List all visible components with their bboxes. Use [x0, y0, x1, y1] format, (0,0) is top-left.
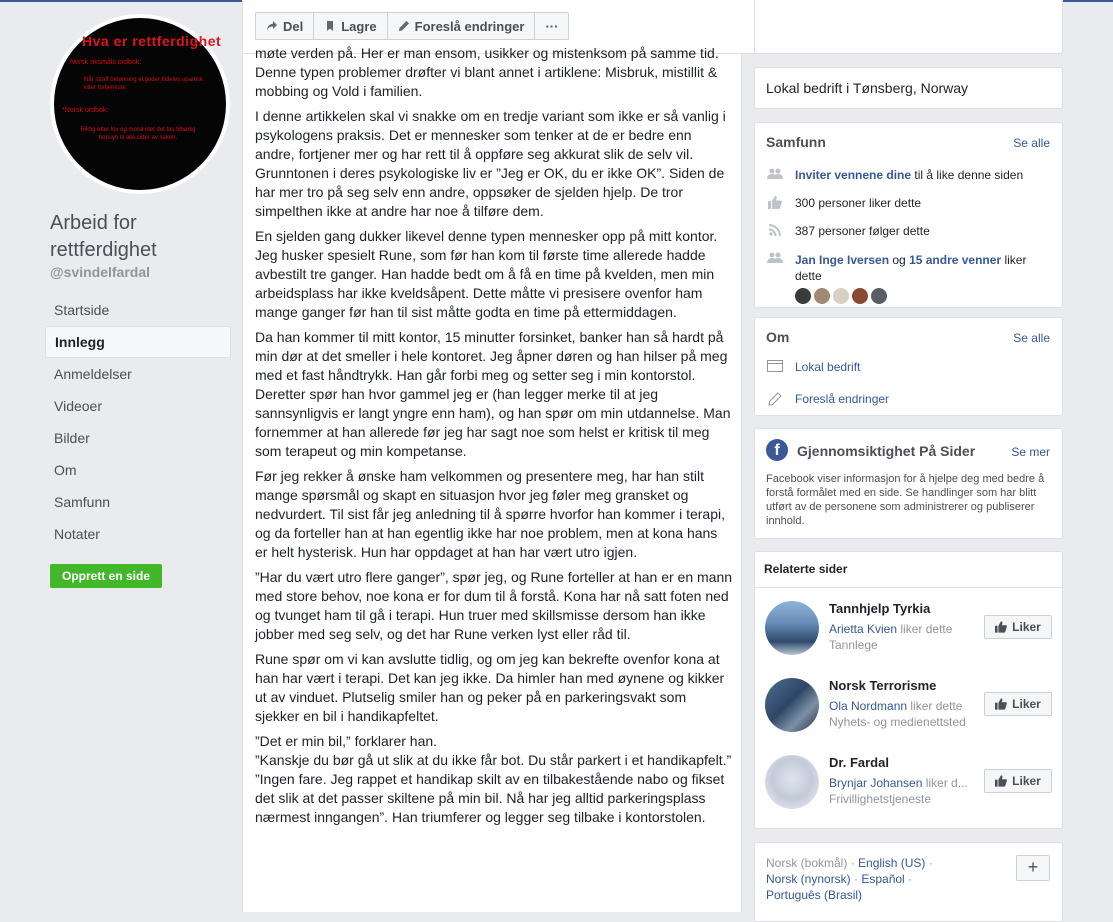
suggest-edits-button[interactable]: [387, 12, 536, 40]
language-card: [754, 842, 1063, 922]
transparency-card: [754, 428, 1063, 539]
follows-count: 387 personer følger dette: [795, 224, 930, 238]
separator: ·: [904, 872, 913, 886]
language-option-portugues[interactable]: Português (Brasil): [766, 888, 863, 902]
nav-item-videoer[interactable]: Videoer: [54, 398, 103, 414]
article-paragraph: Da han kommer til mitt kontor, 15 minutter forsinket, banker han så hardt på min dør at det smeller i hele kontoret. Jeg åpner døren og han hilser på meg med et fast håndtrykk. Han går forbi meg og setter seg i min kontorstol. Deretter spør han hvor gammel jeg er (han legger merke til at jeg sannsynligvis er langt yngre enn ham), og han spør om min utdannelse. Man fornemmer at han allerede før jeg har sagt noe som helst er kritisk til meg som terapeut og min kompetanse.: [255, 329, 731, 459]
related-page-item: [765, 678, 1052, 748]
separator: ·: [850, 872, 862, 886]
community-see-all-link[interactable]: Se alle: [1013, 136, 1050, 150]
storefront-icon: [765, 360, 785, 374]
related-page-category: Frivillighetstjeneste: [829, 792, 932, 806]
like-label: Liker: [1012, 620, 1041, 634]
save-button[interactable]: [313, 12, 387, 40]
friend-joiner: og: [889, 253, 910, 267]
toolbar-button-group: [255, 12, 569, 40]
separator: ·: [925, 856, 933, 870]
avatar-line: Når straff belønning el.goder tildeles upartisk etter fortjeneste.: [84, 77, 203, 91]
note-article: [242, 45, 742, 912]
related-page-item: [765, 601, 1052, 671]
nav-item-samfunn[interactable]: Samfunn: [54, 494, 111, 510]
about-title[interactable]: Om: [766, 329, 790, 345]
rss-icon: [765, 224, 785, 238]
community-card: [754, 122, 1063, 308]
current-language: Norsk (bokmål): [766, 856, 848, 870]
friend-avatar[interactable]: [852, 288, 868, 304]
transparency-text: Facebook viser informasjon for å hjelpe deg med bedre å forstå formålet med en side. Se handlinger som har blitt utført av de personene som administrerer og publiserer innhold.: [766, 473, 1045, 527]
liker-suffix: liker d...: [922, 776, 968, 790]
friends-like-row: [765, 252, 1052, 304]
friend-name-link[interactable]: Jan Inge Iversen: [795, 253, 890, 267]
sidebar-top-card: [754, 0, 1063, 54]
pencil-icon: [398, 20, 410, 32]
community-title[interactable]: Samfunn: [766, 134, 826, 150]
avatar-title-text: Hva er rettferdighet: [82, 33, 222, 49]
article-paragraph: En sjelden gang dukker likevel denne typen mennesker opp på mitt kontor. Jeg husker spesielt Rune, som før han kom til første time allerede hadde avbestilt tre ganger. Han hadde bedt om å få en time på kvelden, men min arbeidsplass har ikke kveldsåpent. Dette måtte vi presisere ovenfor ham mange ganger før han til sist måtte godta en time på ettermiddagen.: [255, 228, 718, 320]
language-option-english[interactable]: English (US): [858, 856, 926, 870]
avatar-line: Norsk riksmåls ordbok:: [70, 59, 142, 66]
invite-friends-link[interactable]: Inviter vennene dine: [795, 168, 912, 182]
suggest-edits-link[interactable]: Foreslå endringer: [795, 392, 890, 406]
related-page-liker-link[interactable]: Ola Nordmann: [829, 699, 908, 713]
like-label: Liker: [1012, 774, 1041, 788]
friend-avatar[interactable]: [833, 288, 849, 304]
likes-row: [765, 196, 1052, 210]
article-paragraph: ”Har du vært utro flere ganger”, spør jeg, og Rune forteller at han er en mann med store behov, noe kona er for dum til å forstå. Kona har nå satt foten ned og tvunget ham til gå i terapi. Hun truer med skillsmisse dersom han ikke jobber med seg selv, og det har Rune verken lyst eller råd til.: [255, 569, 733, 642]
more-icon: ···: [545, 18, 559, 34]
nav-item-om[interactable]: Om: [54, 462, 77, 478]
separator: ·: [847, 856, 859, 870]
thumbs-up-icon: [995, 621, 1007, 633]
pencil-icon: [765, 392, 785, 406]
related-pages-card: [754, 551, 1063, 829]
avatar-image: [54, 18, 226, 190]
share-label: Del: [283, 18, 304, 34]
article-body: [255, 44, 733, 833]
about-card: [754, 317, 1063, 416]
related-page-liker-line: [829, 775, 979, 807]
language-list: [766, 855, 986, 903]
page-nav: [45, 294, 231, 550]
more-options-button[interactable]: [534, 12, 569, 40]
divider: [755, 587, 1062, 588]
nav-item-notater[interactable]: Notater: [54, 526, 100, 542]
friend-avatar[interactable]: [795, 288, 811, 304]
page-category[interactable]: Lokal bedrift i Tønsberg, Norway: [766, 80, 969, 96]
invite-text: til å like denne siden: [911, 168, 1024, 182]
related-page-name[interactable]: Tannhjelp Tyrkia: [829, 601, 931, 616]
related-page-liker-line: [829, 621, 979, 653]
suggest-edits-row: [765, 392, 1052, 406]
page-avatar[interactable]: [50, 14, 230, 194]
facebook-icon: f: [766, 439, 788, 461]
related-page-category: Nyhets- og medienettsted: [829, 715, 966, 729]
related-page-item: [765, 755, 1052, 825]
nav-item-startside[interactable]: Startside: [54, 302, 110, 318]
related-page-image[interactable]: [765, 755, 819, 809]
transparency-see-more-link[interactable]: Se mer: [1011, 445, 1050, 459]
article-paragraph: ”Det er min bil,” forklarer han. ”Kanskje du bør gå ut slik at du ikke får bot. Du står parkert i et handikapfelt.” ”Ingen fare. Jeg rappet et handikap skilt av en tilbakestående nabo og fikset det slik at det passer skiltene på min bil. Nå har jeg alltid parkeringsplass nærmest inngangen”. Han triumferer og legger seg tilbake i kontorstolen.: [255, 733, 732, 825]
business-type-row: [765, 360, 1052, 374]
other-friends-link[interactable]: 15 andre venner: [909, 253, 1002, 267]
invite-row: [765, 168, 1052, 182]
page-title[interactable]: Arbeid for rettferdighet: [50, 212, 157, 261]
avatar-line: Riktig etter lov og moral idet det tas tilbørlig hensyn til alle sider av saken.: [80, 127, 196, 141]
article-paragraph: Rune spør om vi kan avslutte tidlig, og om jeg kan bekrefte ovenfor kona at han har vært i terapi. Det kan jeg ikke. Da himler han med øynene og kikker ut av vinduet. Plutselig smiler han og peker på en parkeringsvakt som sjekker en bil i handikapfeltet.: [255, 651, 725, 724]
like-page-button[interactable]: [984, 615, 1052, 639]
suggest-edits-label: Foreslå endringer: [414, 18, 525, 34]
follows-row: [765, 224, 1052, 238]
left-column: [0, 0, 242, 912]
friend-like-text: liker dette: [795, 253, 1027, 283]
category-card: [754, 67, 1063, 109]
related-page-name[interactable]: Dr. Fardal: [829, 755, 889, 770]
nav-item-bilder[interactable]: Bilder: [54, 430, 90, 446]
more-languages-button[interactable]: +: [1016, 855, 1050, 881]
language-option-espanol[interactable]: Español: [861, 872, 905, 886]
article-paragraph: Før jeg rekker å ønske ham velkommen og presentere meg, har han stilt mange spørsmål og skapt en situasjon hvor jeg føler meg gransket og nedvurdert. Til sist får jeg anledning til å spørre hvorfor han kommer i terapi, og da forteller han at han egentlig ikke har noe problem, men at kona hans er helt hysterisk. Hun har oppdaget at han har vært utro igjen.: [255, 468, 725, 560]
like-page-button[interactable]: [984, 769, 1052, 793]
liker-suffix: liker dette: [907, 699, 963, 713]
related-page-liker-line: [829, 698, 979, 730]
related-page-category: Tannlege: [829, 638, 878, 652]
friend-avatars: [795, 288, 1052, 304]
article-paragraph: møte verden på. Her er man ensom, usikker og mistenksom på samme tid. Denne typen problemer drøfter vi blant annet i artiklene: Misbruk, mistillit & mobbing og Vold i familien.: [255, 45, 719, 99]
related-page-image[interactable]: [765, 601, 819, 655]
business-type-link[interactable]: Lokal bedrift: [795, 360, 861, 374]
avatar-line: *Norsk ordbok:: [62, 107, 109, 114]
related-page-liker-link[interactable]: Arietta Kvien: [829, 622, 898, 636]
page-handle[interactable]: @svindelfardal: [50, 264, 151, 280]
share-icon: [266, 20, 278, 32]
like-page-button[interactable]: [984, 692, 1052, 716]
share-button[interactable]: [255, 12, 314, 40]
transparency-title: Gjennomsiktighet På Sider: [797, 443, 976, 459]
language-option-nynorsk[interactable]: Norsk (nynorsk): [766, 872, 851, 886]
thumbs-up-icon: [995, 698, 1007, 710]
thumbs-up-icon: [765, 196, 785, 210]
related-page-name[interactable]: Norsk Terrorisme: [829, 678, 937, 693]
about-see-all-link[interactable]: Se alle: [1013, 331, 1050, 345]
bookmark-icon: [324, 20, 336, 32]
friend-avatar[interactable]: [871, 288, 887, 304]
nav-item-anmeldelser[interactable]: Anmeldelser: [54, 366, 132, 382]
friends-icon: [765, 168, 785, 182]
related-page-image[interactable]: [765, 678, 819, 732]
related-page-liker-link[interactable]: Brynjar Johansen: [829, 776, 923, 790]
liker-suffix: liker dette: [897, 622, 953, 636]
related-pages-title: Relaterte sider: [764, 562, 848, 576]
friend-avatar[interactable]: [814, 288, 830, 304]
nav-item-innlegg[interactable]: Innlegg: [45, 326, 231, 358]
create-page-button[interactable]: Opprett en side: [50, 564, 162, 588]
thumbs-up-icon: [995, 775, 1007, 787]
article-paragraph: I denne artikkelen skal vi snakke om en tredje variant som ikke er så vanlig i psykologens praksis. Det er mennesker som tenker at de er bedre enn andre, fortjener mer og har rett til å oppføre seg akkurat slik de selv vil. Grunntonen i deres psykologiske liv er ”Jeg er OK, du er ikke OK”. Siden de har mer tro på seg selv enn andre, oppsøker de sjelden hjelp. De tror simpelthen ikke at andre har noe å tilføre dem.: [255, 108, 726, 219]
like-label: Liker: [1012, 697, 1041, 711]
save-label: Lagre: [341, 18, 377, 34]
friends-icon: [765, 252, 785, 304]
likes-count: 300 personer liker dette: [795, 196, 922, 210]
